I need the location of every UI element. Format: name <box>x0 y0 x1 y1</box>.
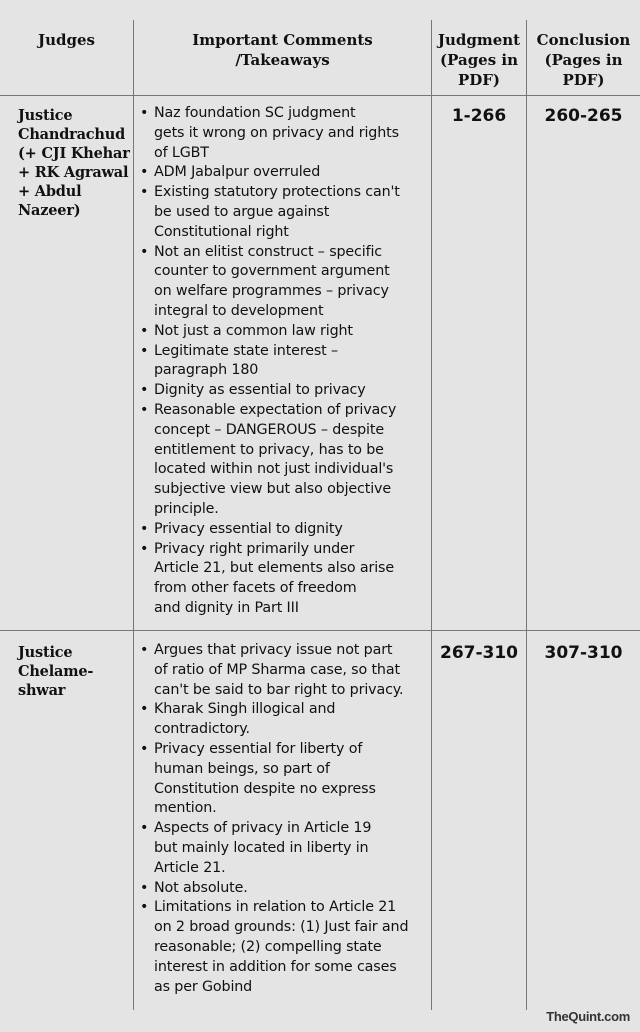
comment-line: • Privacy essential for liberty of <box>154 740 363 757</box>
comment-line: human beings, so part of <box>154 760 330 777</box>
comment-item <box>140 342 430 382</box>
comment-line: • Privacy essential to dignity <box>154 520 343 537</box>
comment-line: • Privacy right primarily under <box>154 540 355 557</box>
comment-line: as per Gobind <box>154 978 253 995</box>
comment-line: principle. <box>154 500 219 517</box>
column-divider-3 <box>526 20 527 1010</box>
comment-line: Constitution despite no express <box>154 780 376 797</box>
comment-item <box>140 381 430 401</box>
comment-line: • Naz foundation SC judgment <box>154 105 356 121</box>
comment-item <box>140 898 430 997</box>
header-judges <box>0 30 133 50</box>
comment-item <box>140 520 430 540</box>
comment-line: reasonable; (2) compelling state <box>154 938 382 955</box>
comment-line: Constitutional right <box>154 223 289 240</box>
comment-item <box>140 401 430 520</box>
row2-comments <box>140 641 430 997</box>
comment-line: interest in addition for some cases <box>154 958 397 975</box>
comment-item <box>140 879 430 899</box>
comment-line: • Reasonable expectation of privacy <box>154 401 397 418</box>
comment-line: • Kharak Singh illogical and <box>154 701 336 718</box>
comment-item <box>140 641 430 700</box>
comment-item <box>140 322 430 342</box>
row2-judgment-pages: 267-310 <box>439 643 519 663</box>
comment-line: • Not an elitist construct – specific <box>154 243 383 260</box>
row1-judgment-pages: 1-266 <box>451 106 507 126</box>
comment-line: Article 21, but elements also arise <box>154 560 395 577</box>
comment-item <box>140 700 430 740</box>
judge-line: Chelame- <box>18 663 94 680</box>
comment-line: of LGBT <box>154 144 209 161</box>
comment-line: subjective view but also objective <box>154 481 392 498</box>
comment-line: • Not just a common law right <box>154 322 353 339</box>
comment-item <box>140 819 430 878</box>
comment-line: on welfare programmes – privacy <box>154 283 389 300</box>
header-conclusion-line: PDF) <box>562 71 605 89</box>
comment-line: • Dignity as essential to privacy <box>154 382 366 399</box>
comment-line: but mainly located in liberty in <box>154 839 369 856</box>
comment-line: Article 21. <box>154 859 226 876</box>
thequint-logo: TheQuint.com <box>546 1009 630 1024</box>
comment-item <box>140 163 430 183</box>
header-judgment-line: PDF) <box>457 71 501 89</box>
comment-line: on 2 broad grounds: (1) Just fair and <box>154 919 409 936</box>
comment-line: can't be said to bar right to privacy. <box>154 681 404 698</box>
header-comments-line: /Takeaways <box>235 51 330 69</box>
judge-line: + RK Agrawal <box>18 164 129 181</box>
comment-line: be used to argue against <box>154 203 330 220</box>
comment-line: contradictory. <box>154 721 250 738</box>
column-divider-2 <box>431 20 432 1010</box>
judge-line: (+ CJI Khehar <box>18 145 130 162</box>
comment-line: concept – DANGEROUS – despite <box>154 421 384 438</box>
comment-line: • ADM Jabalpur overruled <box>154 164 321 181</box>
row-divider <box>0 630 640 631</box>
header-conclusion <box>527 30 640 90</box>
comment-line: located within not just individual's <box>154 461 394 478</box>
comment-item <box>140 540 430 619</box>
comment-line: • Legitimate state interest – <box>154 342 339 359</box>
judge-line: Justice <box>18 644 73 661</box>
judge-line: + Abdul <box>18 183 82 200</box>
comment-line: • Argues that privacy issue not part <box>154 642 393 658</box>
header-comments <box>134 30 431 70</box>
comment-line: counter to government argument <box>154 263 390 280</box>
judge-line: Justice <box>18 107 73 124</box>
comment-line: entitlement to privacy, has to be <box>154 441 384 458</box>
comment-item <box>140 183 430 242</box>
comment-line: • Limitations in relation to Article 21 <box>154 899 397 916</box>
comment-line: • Aspects of privacy in Article 19 <box>154 820 372 837</box>
header-judgment-line: Judgment <box>437 31 521 49</box>
judge-line: Chandrachud <box>18 126 126 143</box>
judge-line: Nazeer) <box>18 202 81 219</box>
comment-item <box>140 243 430 322</box>
row1-judges <box>18 106 136 220</box>
header-divider <box>0 95 640 96</box>
row1-comments <box>140 104 430 619</box>
header-judges-text: Judges <box>38 31 95 49</box>
header-conclusion-line: (Pages in <box>544 51 623 69</box>
row2-judges <box>18 643 136 700</box>
comment-line: of ratio of MP Sharma case, so that <box>154 661 400 678</box>
comment-line: • Not absolute. <box>154 879 248 896</box>
comment-line: and dignity in Part III <box>154 599 299 616</box>
comment-item <box>140 740 430 819</box>
header-conclusion-line: Conclusion <box>536 31 631 49</box>
row1-conclusion-pages: 260-265 <box>544 106 623 126</box>
judge-line: shwar <box>18 682 66 699</box>
row2-conclusion-pages: 307-310 <box>544 643 623 663</box>
header-judgment <box>432 30 526 90</box>
header-comments-line: Important Comments <box>192 31 373 49</box>
comment-line: from other facets of freedom <box>154 580 357 597</box>
header-judgment-line: (Pages in <box>440 51 518 69</box>
comment-line: paragraph 180 <box>154 362 259 379</box>
comment-line: integral to development <box>154 302 324 319</box>
comment-line: gets it wrong on privacy and rights <box>154 124 399 141</box>
comment-item <box>140 104 430 163</box>
comment-line: mention. <box>154 800 217 817</box>
comment-line: • Existing statutory protections can't <box>154 184 400 201</box>
